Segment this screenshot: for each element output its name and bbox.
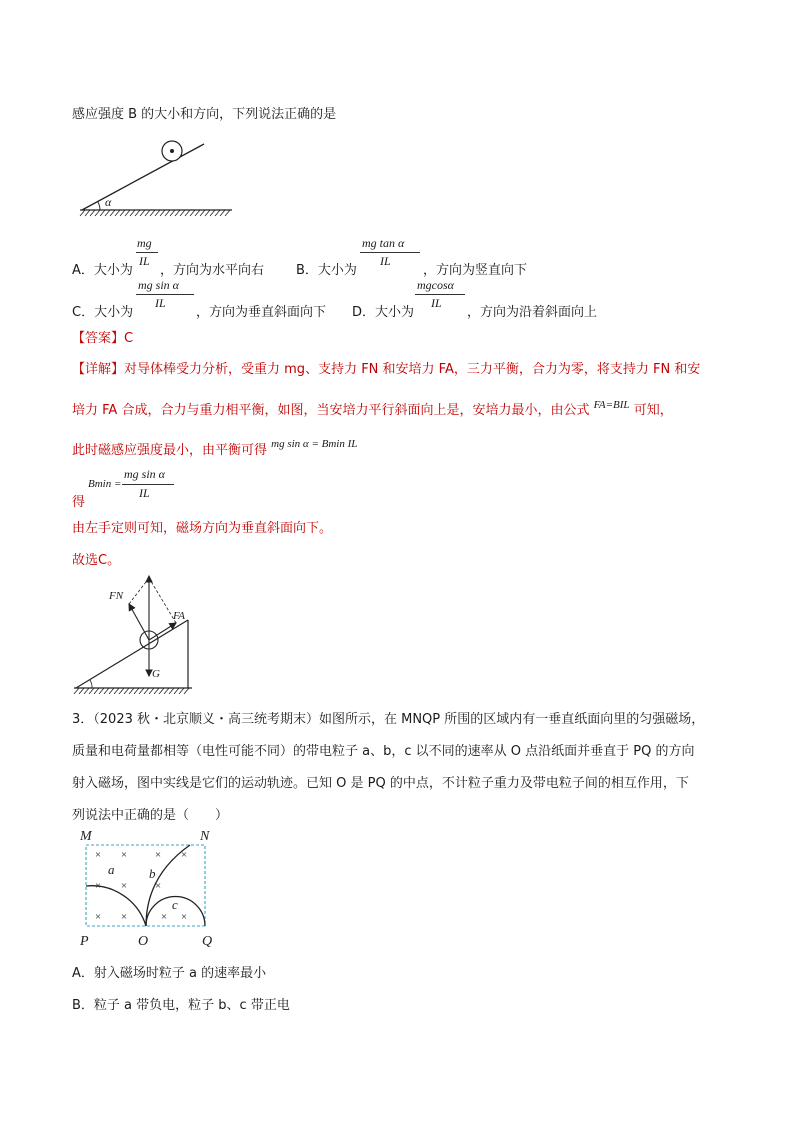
field-cross-mark: × — [180, 849, 188, 861]
option-d-fraction-bar — [415, 294, 465, 295]
option-a-fraction-bar — [136, 252, 158, 253]
field-cross-mark: × — [94, 880, 102, 892]
hatch-line — [109, 688, 114, 694]
incline-figure — [72, 134, 237, 219]
detail-text-2-post: 可知， — [633, 403, 673, 418]
hatch-line — [165, 210, 170, 216]
hatch-line — [80, 210, 85, 216]
dashed-helper-2 — [149, 578, 176, 623]
q3-line-4: 列说法中正确的是（ ） — [72, 808, 229, 823]
label-fa: FA — [173, 610, 186, 622]
hatch-line — [134, 688, 139, 694]
detail-text-2: 培力 FA 合成，合力与重力相平衡，如图，当安培力平行斜面向上是，安培力最小，由公式 — [72, 403, 590, 418]
q3-option-a: A．射入磁场时粒子 a 的速率最小 — [72, 966, 267, 981]
hatch-line — [89, 688, 94, 694]
hatch-line — [105, 210, 110, 216]
hatch-line — [84, 688, 89, 694]
hatch-line — [225, 210, 230, 216]
hatch-line — [205, 210, 210, 216]
question-stem-tail: 感应强度 B 的大小和方向，下列说法正确的是 — [72, 107, 337, 122]
force-angle-arc — [90, 680, 92, 688]
hatch-line — [90, 210, 95, 216]
hatch-line — [144, 688, 149, 694]
option-c-fraction-bar — [136, 294, 194, 295]
option-c-post: ，方向为垂直斜面向下 — [196, 305, 327, 320]
formula-bmin-numerator: mg sin α — [124, 467, 165, 481]
q3-line-2: 质量和电荷量都相等（电性可能不同）的带电粒子 a、b，c 以不同的速率从 O 点沿纸面并垂直于 PQ 的方向 — [72, 744, 695, 759]
formula-bmin-bar — [122, 484, 174, 485]
field-cross-mark: × — [160, 911, 168, 923]
dashed-helper-1 — [129, 578, 149, 604]
hatch-line — [100, 210, 105, 216]
option-b-fraction-bar — [360, 252, 420, 253]
hatch-line — [124, 688, 129, 694]
hatch-line — [149, 688, 154, 694]
hatch-line — [155, 210, 160, 216]
option-a-denominator: IL — [139, 254, 150, 268]
label-n: N — [200, 829, 210, 844]
hatch-line — [159, 688, 164, 694]
answer-line — [72, 327, 133, 346]
detail-tag: 【详解】 — [72, 362, 125, 377]
field-cross-mark: × — [94, 849, 102, 861]
hatch-line — [140, 210, 145, 216]
hatch-line — [110, 210, 115, 216]
option-a-post: ，方向为水平向右 — [160, 263, 265, 278]
hatch-line — [114, 688, 119, 694]
field-cross-mark: × — [154, 849, 162, 861]
formula-balance: mg sin α = Bmin IL — [271, 438, 358, 450]
answer-value: C — [124, 331, 134, 346]
option-b-denominator: IL — [380, 254, 391, 268]
hatch-line — [190, 210, 195, 216]
hatch-line — [154, 688, 159, 694]
hatch-line — [115, 210, 120, 216]
hatch-line — [119, 688, 124, 694]
force-ground-hatching — [74, 688, 189, 694]
detail-text-3: 此时磁感应强度最小，由平衡可得 — [72, 443, 268, 458]
angle-alpha-label: α — [105, 195, 112, 209]
hatch-line — [180, 210, 185, 216]
de-prefix: 得 — [72, 495, 86, 510]
hatch-line — [99, 688, 104, 694]
hatch-line — [160, 210, 165, 216]
label-o: O — [138, 934, 149, 949]
option-a-pre: A．大小为 — [72, 263, 133, 278]
detail-line-3 — [72, 439, 357, 458]
label-g: G — [152, 668, 160, 680]
current-out-dot — [170, 149, 174, 153]
hatch-line — [74, 688, 79, 694]
option-b-numerator: mg tan α — [362, 236, 405, 250]
field-cross-mark: × — [120, 880, 128, 892]
option-c-denominator: IL — [155, 296, 166, 310]
label-q: Q — [202, 934, 213, 949]
hatch-line — [129, 688, 134, 694]
hatch-line — [184, 688, 189, 694]
q3-line-1: 3．（2023 秋・北京顺义・高三统考期末）如图所示，在 MNQP 所围的区域内有一垂直纸面向里的匀强磁场， — [72, 712, 705, 727]
answer-tag: 【答案】 — [72, 331, 125, 346]
option-c-numerator: mg sin α — [138, 278, 179, 292]
hatch-line — [150, 210, 155, 216]
hatch-line — [79, 688, 84, 694]
hatch-line — [220, 210, 225, 216]
option-d-numerator: mgcosα — [417, 278, 454, 292]
hatch-line — [195, 210, 200, 216]
option-d-pre: D．大小为 — [352, 305, 415, 320]
hatch-line — [85, 210, 90, 216]
hatch-line — [170, 210, 175, 216]
hatch-line — [179, 688, 184, 694]
label-p: P — [80, 934, 89, 949]
field-cross-mark: × — [94, 911, 102, 923]
option-b-post: ，方向为竖直向下 — [423, 263, 528, 278]
choose-text: 故选 — [72, 553, 99, 568]
hatch-line — [174, 688, 179, 694]
choose-value: C。 — [98, 553, 121, 568]
hatch-line — [120, 210, 125, 216]
left-hand-rule-line: 由左手定则可知，磁场方向为垂直斜面向下。 — [72, 521, 333, 536]
option-a-numerator: mg — [137, 236, 152, 250]
field-cross-mark: × — [180, 911, 188, 923]
magnetic-field-figure — [72, 826, 232, 950]
label-fn: FN — [109, 590, 124, 602]
choose-line — [72, 549, 120, 568]
label-b: b — [149, 866, 156, 881]
fn-arrow — [129, 604, 149, 640]
field-cross-mark: × — [120, 911, 128, 923]
formula-bmin-left: Bmin = — [88, 478, 122, 490]
q3-option-b: B．粒子 a 带负电，粒子 b、c 带正电 — [72, 998, 290, 1013]
hatch-line — [139, 688, 144, 694]
formula-fa-bil: FA=BIL — [593, 399, 630, 411]
angle-arc — [98, 202, 100, 210]
label-m: M — [80, 829, 92, 844]
detail-line-1 — [72, 358, 700, 377]
hatch-line — [175, 210, 180, 216]
hatch-line — [145, 210, 150, 216]
hatch-line — [169, 688, 174, 694]
formula-bmin-denominator: IL — [139, 486, 150, 500]
field-cross-mark: × — [154, 880, 162, 892]
force-slope — [76, 620, 188, 688]
hatch-line — [185, 210, 190, 216]
hatch-line — [104, 688, 109, 694]
force-diagram — [72, 572, 202, 694]
hatch-line — [135, 210, 140, 216]
option-d-denominator: IL — [431, 296, 442, 310]
detail-text-1: 对导体棒受力分析，受重力 mg、支持力 FN 和安培力 FA，三力平衡，合力为零，将支持力 FN 和安 — [124, 362, 701, 377]
incline-slope — [82, 144, 204, 210]
hatch-line — [125, 210, 130, 216]
hatch-line — [215, 210, 220, 216]
hatch-line — [164, 688, 169, 694]
hatch-line — [94, 688, 99, 694]
hatch-line — [210, 210, 215, 216]
ground-hatching — [80, 210, 230, 216]
hatch-line — [200, 210, 205, 216]
option-c-pre: C．大小为 — [72, 305, 134, 320]
field-cross-mark: × — [120, 849, 128, 861]
option-d-post: ，方向为沿着斜面向上 — [467, 305, 598, 320]
label-a: a — [108, 862, 115, 877]
hatch-line — [95, 210, 100, 216]
option-b-pre: B．大小为 — [296, 263, 357, 278]
label-c: c — [172, 897, 178, 912]
hatch-line — [130, 210, 135, 216]
q3-line-3: 射入磁场，图中实线是它们的运动轨迹。已知 O 是 PQ 的中点，不计粒子重力及带电粒子间的相互作用，下 — [72, 776, 689, 791]
detail-line-2 — [72, 399, 673, 418]
